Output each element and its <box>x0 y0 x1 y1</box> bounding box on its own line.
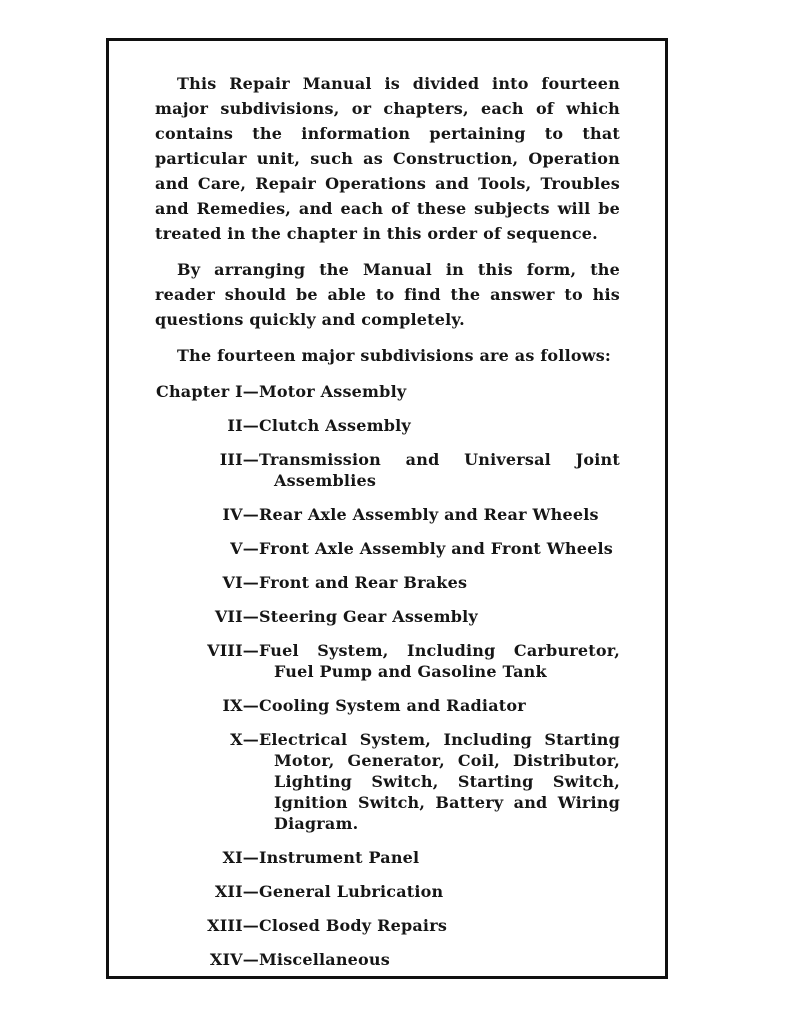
chapter-numeral: II— <box>227 416 259 435</box>
chapter-numeral: XII— <box>214 882 259 901</box>
chapter-entry-7 <box>155 606 620 627</box>
page-border-box <box>106 38 668 979</box>
chapter-list <box>155 381 620 970</box>
chapter-entry-8 <box>155 640 620 682</box>
chapter-entry-14 <box>155 949 620 970</box>
chapter-entry-3 <box>155 449 620 491</box>
chapter-title: Front Axle Assembly and Front Wheels <box>259 539 614 558</box>
chapter-entry-5 <box>155 538 620 559</box>
chapter-numeral: XIV— <box>209 950 259 969</box>
chapter-title: Closed Body Repairs <box>259 916 448 935</box>
chapter-entry-1 <box>155 381 620 402</box>
chapter-title: Front and Rear Brakes <box>259 573 468 592</box>
chapter-title: Motor Assembly <box>259 382 407 401</box>
chapter-numeral: XIII— <box>207 916 259 935</box>
chapter-numeral: III— <box>219 450 259 469</box>
chapter-entry-9 <box>155 695 620 716</box>
chapter-title: Cooling System and Radiator <box>259 696 526 715</box>
chapter-entry-12 <box>155 881 620 902</box>
chapter-numeral: V— <box>230 539 259 558</box>
subdivisions-lead-in: The fourteen major subdivisions are as follows: <box>177 346 612 365</box>
chapter-numeral: X— <box>230 730 259 749</box>
chapter-numeral: IV— <box>222 505 259 524</box>
chapter-title: Fuel System, Including Carburetor, Fuel Pump and Gasoline Tank <box>259 641 620 681</box>
chapter-title: Transmission and Universal Joint Assemblies <box>259 450 620 490</box>
chapter-entry-10 <box>155 729 620 834</box>
chapter-entry-6 <box>155 572 620 593</box>
chapter-numeral: XI— <box>222 848 259 867</box>
chapter-numeral: Chapter I— <box>156 382 259 401</box>
chapter-numeral: IX— <box>222 696 259 715</box>
chapter-entry-11 <box>155 847 620 868</box>
chapter-numeral: VI— <box>222 573 259 592</box>
chapter-title: General Lubrication <box>259 882 444 901</box>
chapter-entry-13 <box>155 915 620 936</box>
chapter-numeral: VIII— <box>207 641 259 660</box>
intro-paragraph-2: By arranging the Manual in this form, the reader should be able to find the answer to his questions quickly and completely. <box>155 260 620 329</box>
chapter-numeral: VII— <box>214 607 259 626</box>
chapter-title: Miscellaneous <box>259 950 390 969</box>
chapter-title: Instrument Panel <box>259 848 420 867</box>
chapter-entry-4 <box>155 504 620 525</box>
chapter-title: Rear Axle Assembly and Rear Wheels <box>259 505 599 524</box>
chapter-title: Electrical System, Including Starting Motor, Generator, Coil, Distributor, Lighting Switch, Starting Switch, Ignition Switch, Battery and Wiring Diagram. <box>259 730 620 833</box>
intro-paragraph-1: This Repair Manual is divided into fourteen major subdivisions, or chapters, each of which contains the information pertaining to that particular unit, such as Construction, Operation and Care, Repair Operations and Tools, Troubles and Remedies, and each of these subjects will be treated in the chapter in this order of sequence. <box>155 74 620 243</box>
chapter-title: Clutch Assembly <box>259 416 411 435</box>
chapter-entry-2 <box>155 415 620 436</box>
chapter-title: Steering Gear Assembly <box>259 607 478 626</box>
